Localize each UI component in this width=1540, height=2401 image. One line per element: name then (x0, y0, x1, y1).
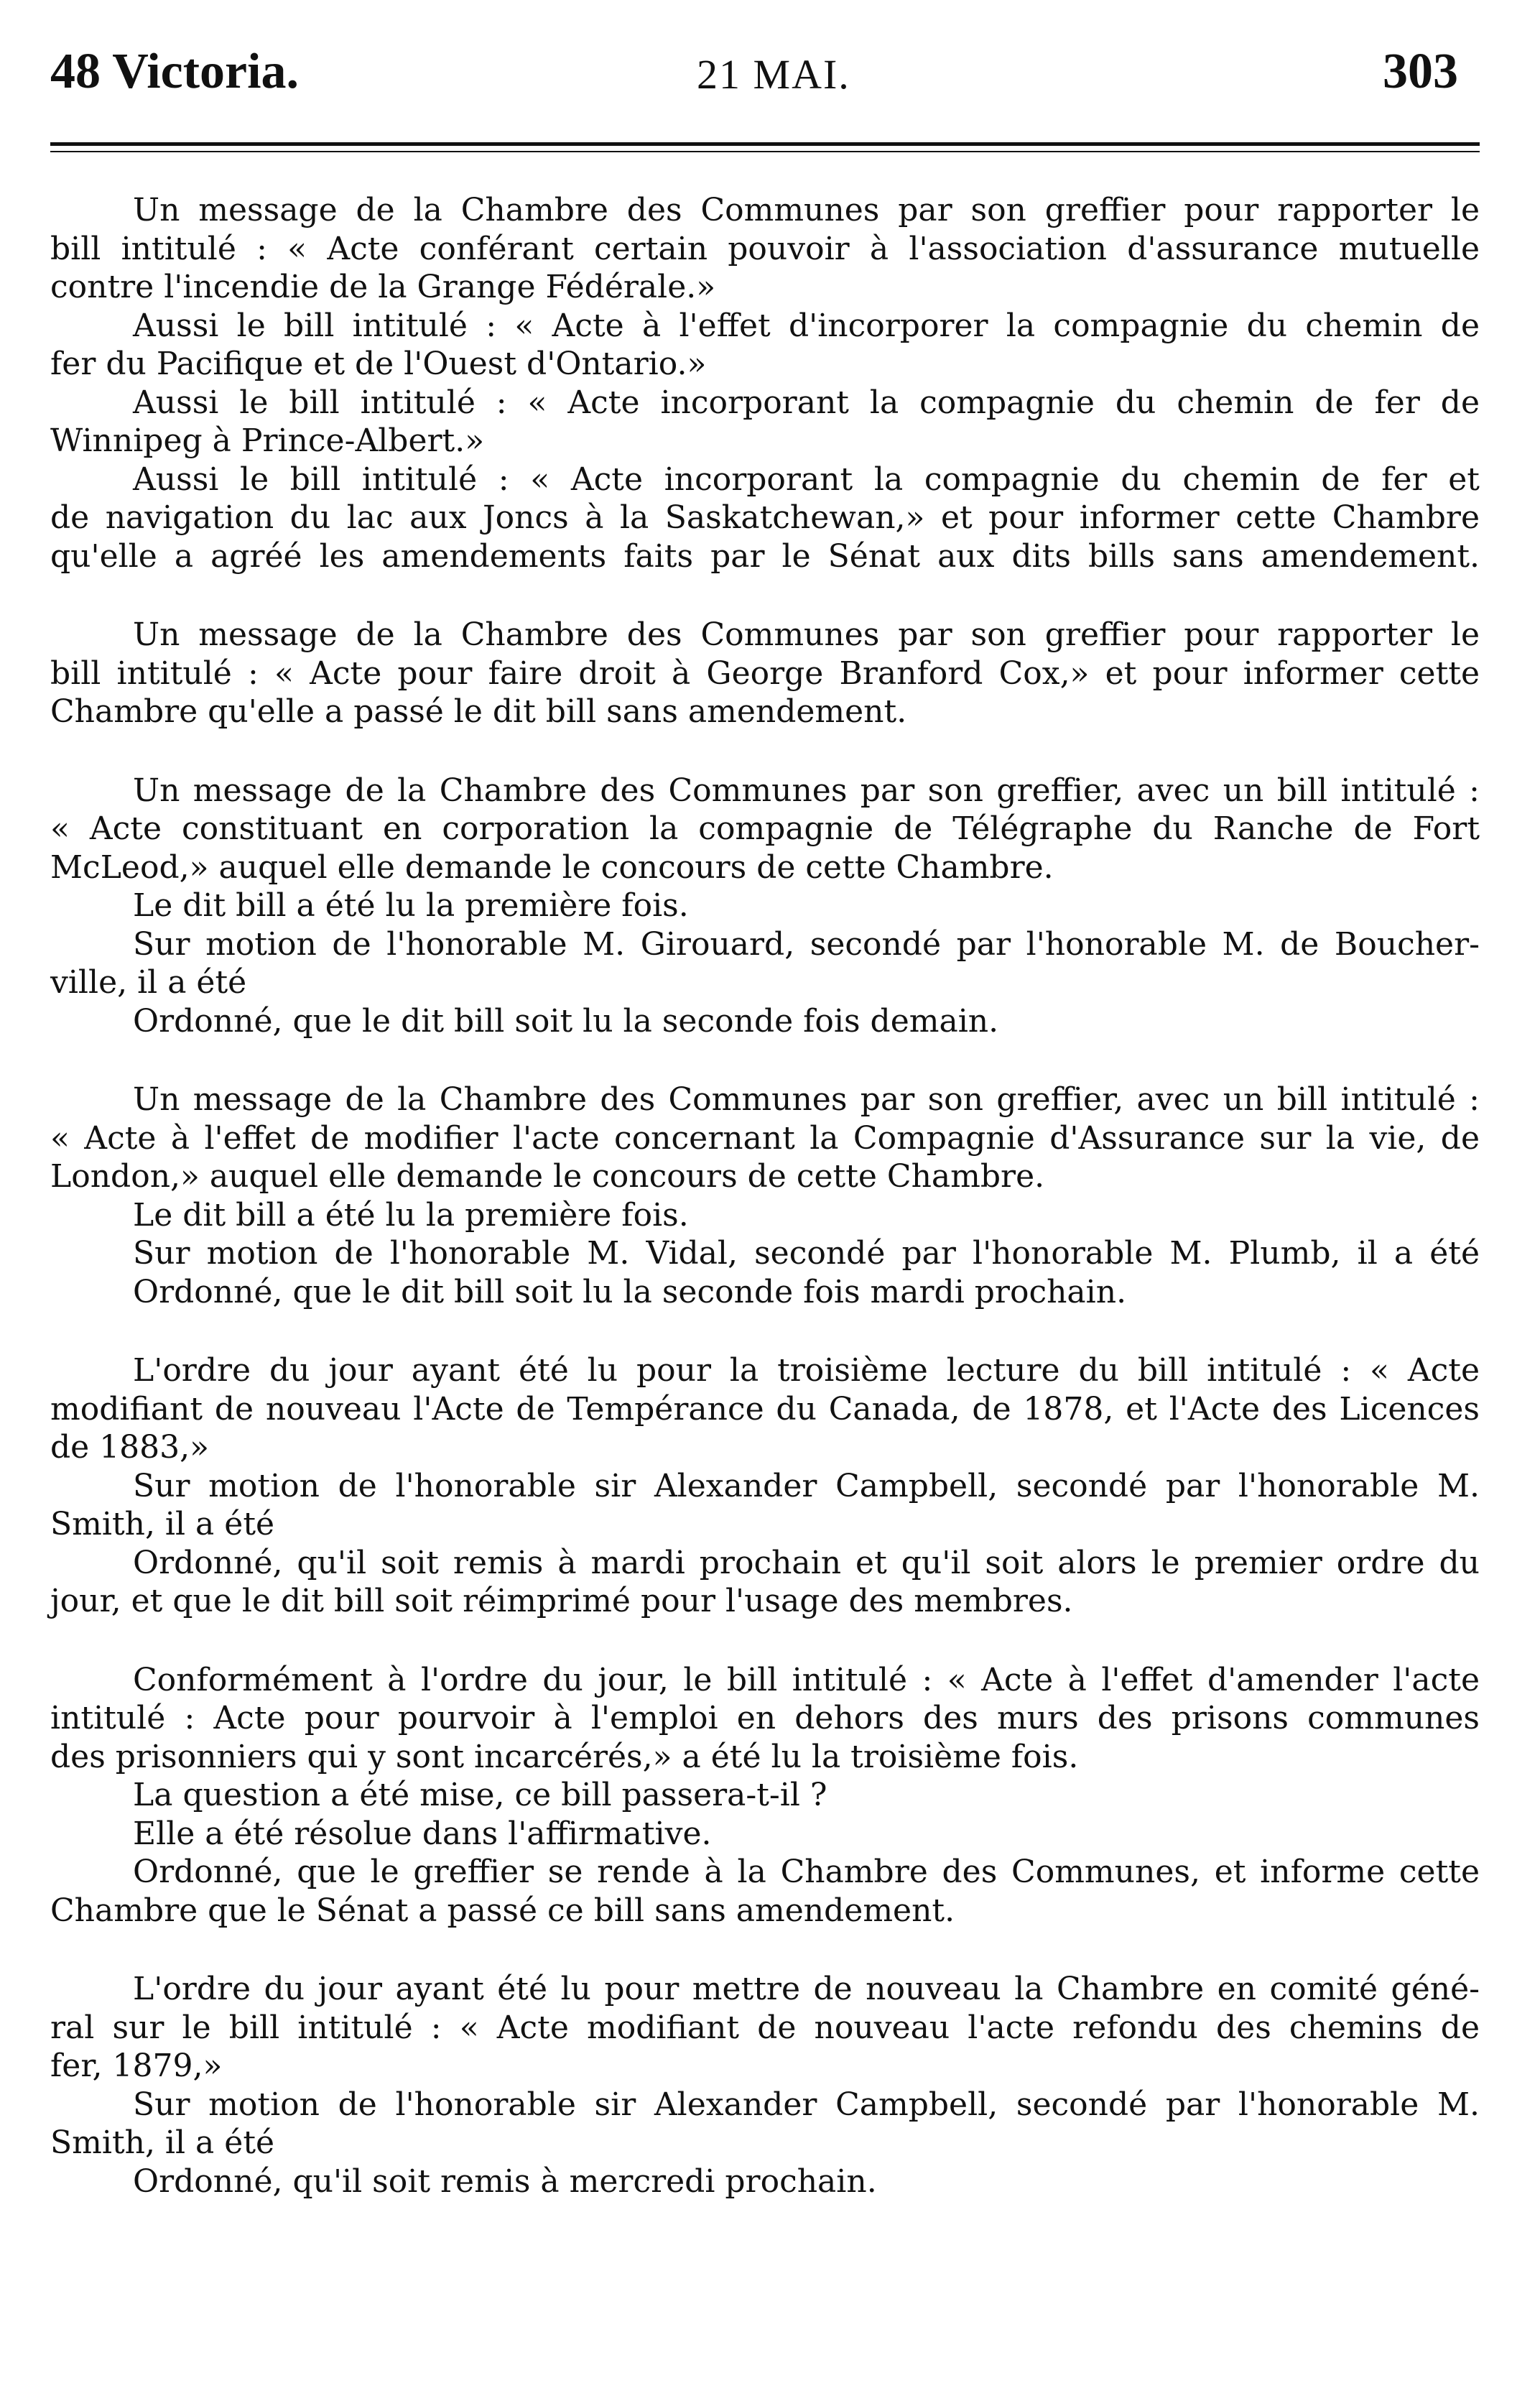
text-line: Conformément à l'ordre du jour, le bill intitulé : « Acte à l'effet d'amender l'acte (133, 1661, 1480, 1698)
text-line: Smith, il a été (50, 2124, 275, 2161)
header-date: 21 MAI. (697, 51, 850, 98)
text-line: qu'elle a agréé les amendements faits par le Sénat aux dits bills sans amendement. (50, 537, 1480, 575)
text-line: Ordonné, que le dit bill soit lu la seconde fois mardi prochain. (133, 1273, 1127, 1310)
text-line: bill intitulé : « Acte conférant certain pouvoir à l'association d'assurance mutuelle (50, 230, 1480, 267)
text-line: des prisonniers qui y sont incarcérés,» a été lu la troisième fois. (50, 1738, 1079, 1775)
text-line: Un message de la Chambre des Communes par son greffier pour rapporter le (133, 616, 1480, 653)
text-line: Un message de la Chambre des Communes par son greffier, avec un bill intitulé : (133, 772, 1480, 809)
journal-entry (50, 1081, 1480, 1311)
text-line: L'ordre du jour ayant été lu pour mettre de nouveau la Chambre en comité géné- (133, 1971, 1480, 2007)
journal-entry (50, 772, 1480, 1041)
journal-page (50, 29, 1487, 2371)
text-line: London,» auquel elle demande le concours de cette Chambre. (50, 1158, 1045, 1195)
text-line: contre l'incendie de la Grange Fédérale.» (50, 269, 716, 305)
text-line: Un message de la Chambre des Communes par son greffier, avec un bill intitulé : (133, 1081, 1480, 1118)
text-line: Ordonné, qu'il soit remis à mercredi prochain. (133, 2162, 877, 2200)
journal-body (50, 191, 1480, 2241)
text-line: Chambre qu'elle a passé le dit bill sans amendement. (50, 693, 907, 730)
text-line: ral sur le bill intitulé : « Acte modifiant de nouveau l'acte refondu des chemins de (50, 2009, 1480, 2046)
journal-entry (50, 1661, 1480, 1930)
text-line: Winnipeg à Prince-Albert.» (50, 422, 485, 459)
text-line: Le dit bill a été lu la première fois. (133, 1196, 689, 1234)
text-line: Aussi le bill intitulé : « Acte à l'effet d'incorporer la compagnie du chemin de (133, 307, 1480, 344)
text-line: bill intitulé : « Acte pour faire droit à George Branford Cox,» et pour informer cette (50, 654, 1480, 692)
text-line: ville, il a été (50, 964, 247, 1001)
text-line: Ordonné, que le greffier se rende à la Chambre des Communes, et informe cette (133, 1854, 1480, 1890)
text-line: Smith, il a été (50, 1506, 275, 1542)
text-line: Un message de la Chambre des Communes par son greffier pour rapporter le (133, 192, 1480, 228)
text-line: Aussi le bill intitulé : « Acte incorporant la compagnie du chemin de fer et (133, 461, 1480, 498)
text-line: fer, 1879,» (50, 2048, 223, 2084)
text-line: Aussi le bill intitulé : « Acte incorporant la compagnie du chemin de fer de (133, 384, 1480, 421)
text-line: L'ordre du jour ayant été lu pour la troisième lecture du bill intitulé : « Acte (133, 1352, 1480, 1389)
text-line: de 1883,» (50, 1429, 210, 1466)
journal-entry (50, 1970, 1480, 2201)
header-session: 48 Victoria. (50, 44, 300, 99)
journal-entry (50, 191, 1480, 575)
text-line: intitulé : Acte pour pourvoir à l'emploi en dehors des murs des prisons communes (50, 1700, 1480, 1736)
journal-entry (50, 1351, 1480, 1621)
text-line: fer du Pacifique et de l'Ouest d'Ontario.» (50, 346, 707, 382)
text-line: Le dit bill a été lu la première fois. (133, 887, 689, 924)
text-line: Ordonné, qu'il soit remis à mardi prochain et qu'il soit alors le premier ordre du (133, 1544, 1480, 1581)
text-line: Elle a été résolue dans l'affirmative. (133, 1815, 712, 1852)
page-number: 303 (1383, 44, 1458, 99)
text-line: Sur motion de l'honorable M. Vidal, secondé par l'honorable M. Plumb, il a été (133, 1235, 1480, 1272)
text-line: Chambre que le Sénat a passé ce bill sans amendement. (50, 1892, 955, 1929)
text-line: « Acte constituant en corporation la compagnie de Télégraphe du Ranche de Fort (50, 810, 1480, 847)
text-line: de navigation du lac aux Joncs à la Saskatchewan,» et pour informer cette Chambre (50, 499, 1480, 536)
text-line: McLeod,» auquel elle demande le concours de cette Chambre. (50, 848, 1054, 886)
text-line: Sur motion de l'honorable M. Girouard, secondé par l'honorable M. de Boucher- (133, 925, 1480, 963)
running-header (50, 29, 1487, 115)
text-line: Sur motion de l'honorable sir Alexander Campbell, secondé par l'honorable M. (133, 2086, 1480, 2123)
header-rule-thin (50, 151, 1480, 152)
header-rule-thick (50, 142, 1480, 146)
text-line: modifiant de nouveau l'Acte de Tempérance du Canada, de 1878, et l'Acte des Licences (50, 1390, 1480, 1428)
text-line: « Acte à l'effet de modifier l'acte concernant la Compagnie d'Assurance sur la vie, de (50, 1119, 1480, 1157)
text-line: Sur motion de l'honorable sir Alexander Campbell, secondé par l'honorable M. (133, 1467, 1480, 1504)
text-line: jour, et que le dit bill soit réimprimé pour l'usage des membres. (50, 1583, 1073, 1619)
text-line: La question a été mise, ce bill passera-t-il ? (133, 1777, 827, 1813)
journal-entry (50, 616, 1480, 731)
text-line: Ordonné, que le dit bill soit lu la seconde fois demain. (133, 1002, 999, 1040)
